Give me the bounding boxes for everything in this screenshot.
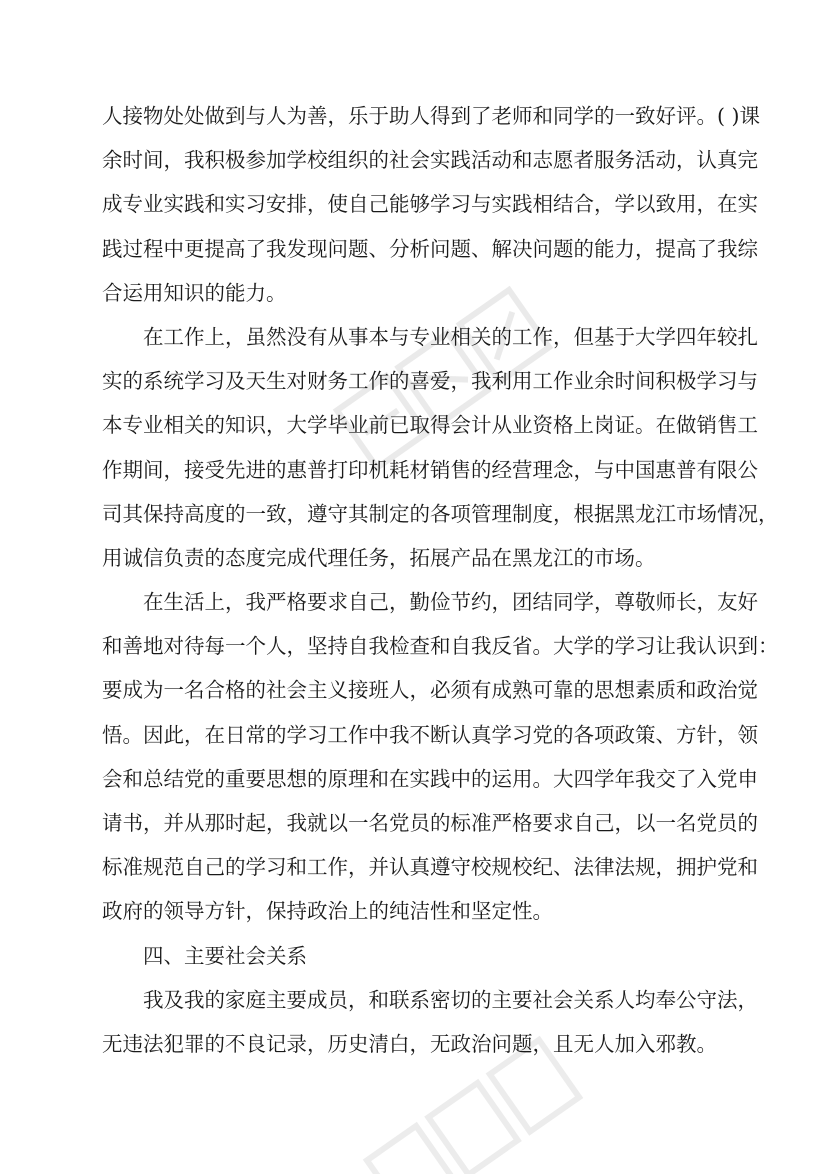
document-body (102, 94, 779, 1066)
text-line: 无违法犯罪的不良记录，历史清白，无政治问题，且无人加入邪教。 (102, 1031, 717, 1056)
text-line: 合运用知识的能力。 (102, 280, 287, 305)
text-line: 作期间，接受先进的惠普打印机耗材销售的经营理念，与中国惠普有限公 (102, 457, 758, 482)
paragraph-first-line: 在生活上，我严格要求自己，勤俭节约，团结同学，尊敬师长，友好 (143, 590, 758, 615)
text-line: 实的系统学习及天生对财务工作的喜爱，我利用工作业余时间积极学习与 (102, 369, 758, 394)
text-line: 悟。因此，在日常的学习工作中我不断认真学习党的各项政策、方针，领 (102, 722, 758, 747)
text-line: 本专业相关的知识，大学毕业前已取得会计从业资格上岗证。在做销售工 (102, 413, 758, 438)
text-line: 会和总结党的重要思想的原理和在实践中的运用。大四学年我交了入党申 (102, 766, 758, 791)
text-line: 成专业实践和实习安排，使自己能够学习与实践相结合，学以致用，在实 (102, 192, 758, 217)
text-line: 和善地对待每一个人，坚持自我检查和自我反省。大学的学习让我认识到： (102, 634, 779, 659)
text-line: 司其保持高度的一致，遵守其制定的各项管理制度，根据黑龙江市场情况， (102, 501, 779, 526)
paragraph-first-line: 我及我的家庭主要成员，和联系密切的主要社会关系人均奉公守法， (143, 987, 758, 1012)
text-line: 余时间，我积极参加学校组织的社会实践活动和志愿者服务活动，认真完 (102, 148, 758, 173)
text-line: 人接物处处做到与人为善，乐于助人得到了老师和同学的一致好评。( )课 (102, 104, 761, 128)
text-line: 用诚信负责的态度完成代理任务，拓展产品在黑龙江的市场。 (102, 545, 656, 570)
text-line: 要成为一名合格的社会主义接班人，必须有成熟可靠的思想素质和政治觉 (102, 678, 758, 703)
text-line: 请书，并从那时起，我就以一名党员的标准严格要求自己，以一名党员的 (102, 811, 758, 835)
text-line: 政府的领导方针，保持政治上的纯洁性和坚定性。 (102, 899, 553, 924)
text-line: 践过程中更提高了我发现问题、分析问题、解决问题的能力，提高了我综 (102, 236, 758, 261)
text-line: 标准规范自己的学习和工作，并认真遵守校规校纪、法律法规，拥护党和 (102, 855, 758, 880)
paragraph-first-line: 在工作上，虽然没有从事本与专业相关的工作，但基于大学四年较扎 (143, 324, 758, 349)
section-heading: 四、主要社会关系 (143, 943, 307, 968)
